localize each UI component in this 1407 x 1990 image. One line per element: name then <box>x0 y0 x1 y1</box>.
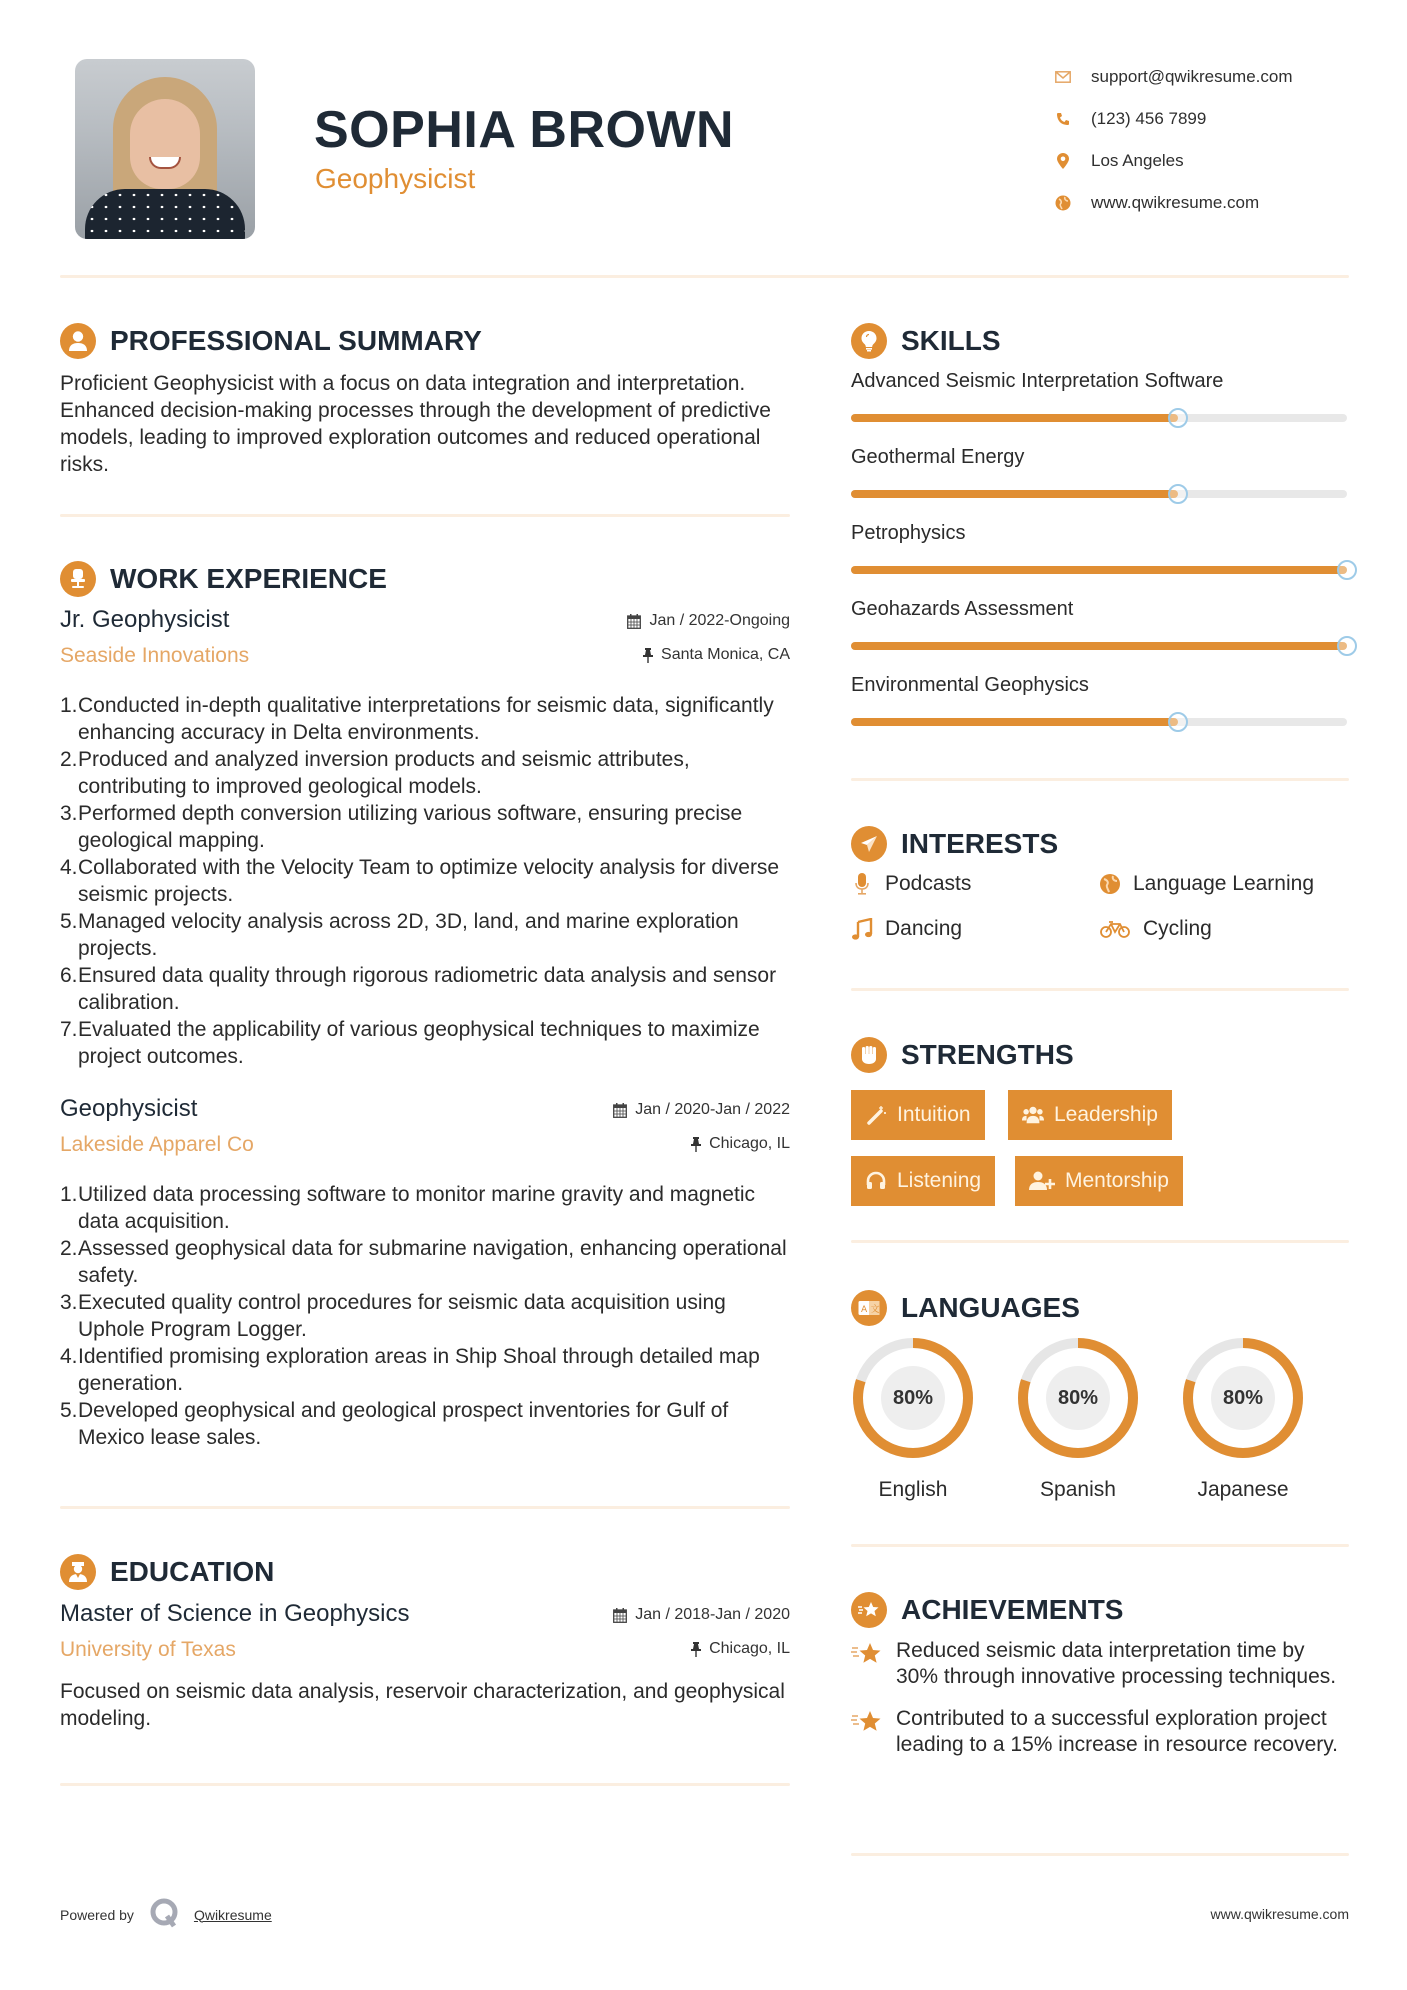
music-note-icon <box>851 918 873 940</box>
calendar-icon <box>613 1103 627 1118</box>
svg-text:文: 文 <box>870 1305 880 1315</box>
envelope-icon <box>1055 69 1071 85</box>
achievements-divider <box>851 1853 1349 1856</box>
magic-wand-icon <box>865 1104 887 1126</box>
job-bullet: 1. Conducted in-depth qualitative interpretations for seismic data, significantly enhancing accuracy in Delta environments. <box>60 694 774 744</box>
job-bullet: 4. Collaborated with the Velocity Team to optimize velocity analysis for diverse seismic projects. <box>60 856 780 906</box>
school: University of Texas <box>60 1638 236 1661</box>
qwikresume-logo-icon <box>150 1898 180 1931</box>
job-bullet: 1. Utilized data processing software to monitor marine gravity and magnetic data acquisition. <box>60 1183 755 1233</box>
phone-icon <box>1055 111 1071 127</box>
skill-bar <box>851 566 1347 574</box>
job-bullet: 3. Performed depth conversion utilizing various software, ensuring precise geological mapping. <box>60 802 743 852</box>
skill-slider-handle <box>1337 636 1357 656</box>
job-company: Lakeside Apparel Co <box>60 1133 254 1156</box>
skill-bar <box>851 414 1347 422</box>
skill-item: Geothermal Energy <box>851 446 1351 522</box>
job-bullet: 5. Managed velocity analysis across 2D, 3D, land, and marine exploration projects. <box>60 910 739 960</box>
svg-text:A: A <box>861 1305 868 1315</box>
globe-icon <box>1099 873 1121 895</box>
pushpin-icon <box>691 1642 701 1657</box>
skill-slider-handle <box>1168 484 1188 504</box>
section-header-achievements: ACHIEVEMENTS <box>851 1592 1123 1628</box>
user-icon <box>60 323 96 359</box>
strength-badge: Mentorship <box>1015 1156 1183 1206</box>
education-divider <box>60 1783 790 1786</box>
qwikresume-link[interactable]: Qwikresume <box>193 1906 272 1923</box>
contact-email[interactable]: support@qwikresume.com <box>1055 56 1385 98</box>
skills-divider <box>851 778 1349 781</box>
job-role: Geophysicist <box>60 1095 198 1122</box>
paper-plane-icon <box>851 826 887 862</box>
summary-divider <box>60 514 790 517</box>
job-bullet: 2. Produced and analyzed inversion products and seismic attributes, contributing to improved geological models. <box>60 748 690 798</box>
interest-item: Dancing <box>851 917 962 941</box>
skill-bar <box>851 642 1347 650</box>
achievement-item: Reduced seismic data interpretation time by 30% through innovative processing techniques. <box>851 1638 1351 1690</box>
skill-item: Environmental Geophysics <box>851 674 1351 750</box>
job-company: Seaside Innovations <box>60 644 250 667</box>
users-icon <box>1022 1104 1044 1126</box>
section-header-experience: WORK EXPERIENCE <box>60 561 387 597</box>
strength-badge: Listening <box>851 1156 995 1206</box>
skill-item: Petrophysics <box>851 522 1351 598</box>
job-bullet: 3. Executed quality control procedures for seismic data acquisition using Uphole Program Logger. <box>60 1291 726 1341</box>
job-bullet: 7. Evaluated the applicability of various geophysical techniques to maximize project outcomes. <box>60 1018 760 1068</box>
microphone-icon <box>851 873 873 895</box>
job-location: Santa Monica, CA <box>643 646 790 664</box>
job-bullets <box>60 692 790 1070</box>
job-bullet: 4. Identified promising exploration areas in Ship Shoal through detailed map generation. <box>60 1345 760 1395</box>
job-entry <box>60 1095 790 1451</box>
job-bullet: 5. Developed geophysical and geological prospect inventories for Gulf of Mexico lease sales. <box>60 1399 729 1449</box>
globe-icon <box>1055 195 1071 211</box>
achievement-item: Contributed to a successful exploration project leading to a 15% increase in resource recovery. <box>851 1706 1351 1758</box>
job-entry <box>60 606 790 1070</box>
strengths-divider <box>851 1240 1349 1243</box>
fist-icon <box>851 1037 887 1073</box>
language-item: 80% Spanish <box>1016 1336 1140 1502</box>
interests-divider <box>851 988 1349 991</box>
summary-text: Proficient Geophysicist with a focus on data integration and interpretation. Enhanced decision-making processes through the development of predictive models, leading to improved exploration outcomes and reduced operational risks. <box>60 372 771 476</box>
section-header-strengths: STRENGTHS <box>851 1037 1074 1073</box>
education-date: Jan / 2018-Jan / 2020 <box>613 1606 790 1624</box>
education-location: Chicago, IL <box>691 1640 790 1658</box>
office-chair-icon <box>60 561 96 597</box>
language-item: 80% Japanese <box>1181 1336 1305 1502</box>
skill-bar <box>851 490 1347 498</box>
section-header-skills: SKILLS <box>851 323 1001 359</box>
contact-location: Los Angeles <box>1055 140 1385 182</box>
star-icon <box>851 1708 883 1734</box>
language-item: 80% English <box>851 1336 975 1502</box>
strength-badge: Leadership <box>1008 1090 1172 1140</box>
job-bullet: 6. Ensured data quality through rigorous radiometric data analysis and sensor calibration. <box>60 964 777 1014</box>
user-plus-icon <box>1029 1170 1055 1192</box>
translate-icon <box>851 1290 887 1326</box>
skill-slider-handle <box>1337 560 1357 580</box>
strength-badge: Intuition <box>851 1090 985 1140</box>
profile-photo <box>75 59 255 239</box>
skills-list <box>851 370 1351 750</box>
candidate-name: SOPHIA BROWN <box>314 101 735 159</box>
bicycle-icon <box>1099 918 1131 940</box>
job-bullet: 2. Assessed geophysical data for submarine navigation, enhancing operational safety. <box>60 1237 787 1287</box>
section-header-languages: A 文 LANGUAGES <box>851 1290 1080 1326</box>
skill-slider-handle <box>1168 408 1188 428</box>
language-progress-ring: 80% <box>1181 1336 1305 1460</box>
graduate-icon <box>60 1554 96 1590</box>
skill-item: Advanced Seismic Interpretation Software <box>851 370 1351 446</box>
interest-item: Cycling <box>1099 917 1212 941</box>
language-progress-ring: 80% <box>851 1336 975 1460</box>
headphones-icon <box>865 1170 887 1192</box>
candidate-title: Geophysicist <box>315 163 476 194</box>
achievements-list <box>851 1638 1351 1774</box>
footer-powered-by: Powered by Qwikresume <box>60 1898 272 1931</box>
contact-phone[interactable]: (123) 456 7899 <box>1055 98 1385 140</box>
header-divider <box>60 275 1349 278</box>
job-location: Chicago, IL <box>691 1135 790 1153</box>
job-role: Jr. Geophysicist <box>60 606 230 633</box>
degree: Master of Science in Geophysics <box>60 1600 410 1627</box>
skill-item: Geohazards Assessment <box>851 598 1351 674</box>
job-date: Jan / 2022-Ongoing <box>627 612 790 630</box>
map-pin-icon <box>1055 153 1071 169</box>
contact-website[interactable]: www.qwikresume.com <box>1055 182 1385 224</box>
interest-item: Language Learning <box>1099 872 1314 896</box>
education-description: Focused on seismic data analysis, reservoir characterization, and geophysical modeling. <box>60 1680 785 1730</box>
calendar-icon <box>613 1608 627 1623</box>
experience-divider <box>60 1506 790 1509</box>
star-badge-icon <box>851 1592 887 1628</box>
education-entry <box>60 1600 790 1732</box>
section-header-summary: PROFESSIONAL SUMMARY <box>60 323 482 359</box>
lightbulb-icon <box>851 323 887 359</box>
calendar-icon <box>627 614 641 629</box>
skill-bar <box>851 718 1347 726</box>
section-header-education: EDUCATION <box>60 1554 274 1590</box>
footer-website[interactable]: www.qwikresume.com <box>1210 1906 1349 1922</box>
section-header-interests: INTERESTS <box>851 826 1058 862</box>
interest-item: Podcasts <box>851 872 971 896</box>
languages-divider <box>851 1544 1349 1547</box>
job-date: Jan / 2020-Jan / 2022 <box>613 1101 790 1119</box>
pushpin-icon <box>691 1137 701 1152</box>
job-bullets <box>60 1181 790 1451</box>
skill-slider-handle <box>1168 712 1188 732</box>
star-icon <box>851 1640 883 1666</box>
language-progress-ring: 80% <box>1016 1336 1140 1460</box>
pushpin-icon <box>643 648 653 663</box>
contact-list <box>1055 56 1385 224</box>
